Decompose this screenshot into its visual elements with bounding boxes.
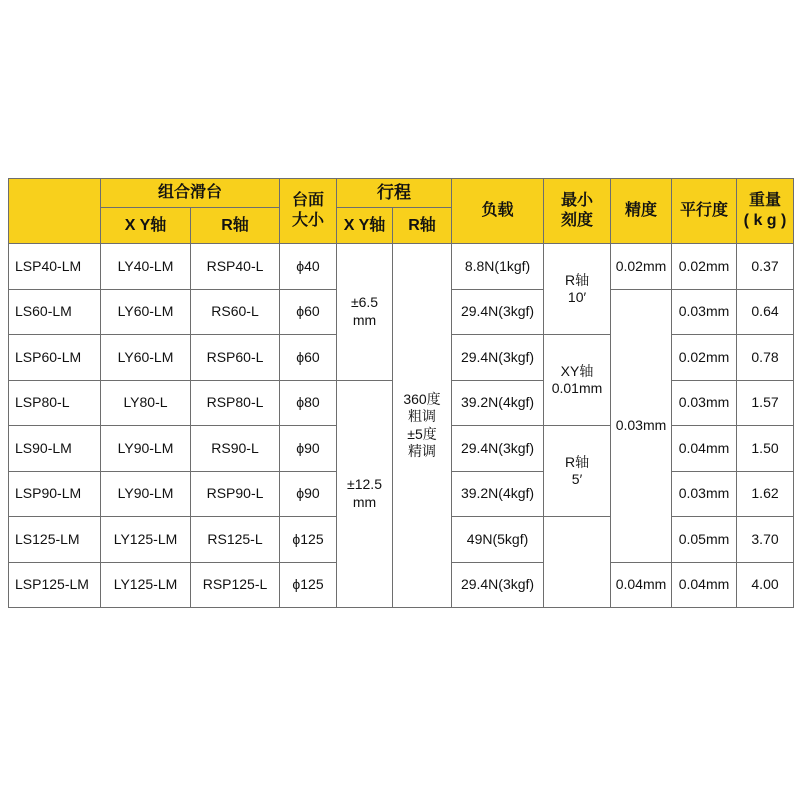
load-cell: 39.2N(4kgf) — [452, 380, 544, 426]
xy-axis-cell: LY60-LM — [101, 335, 191, 381]
load-cell: 29.4N(3kgf) — [452, 289, 544, 335]
xy-axis-cell: LY40-LM — [101, 244, 191, 290]
weight-cell: 1.50 — [737, 426, 794, 472]
xy-axis-cell: LY90-LM — [101, 471, 191, 517]
load-cell: 39.2N(4kgf) — [452, 471, 544, 517]
xy-axis-cell: LY125-LM — [101, 562, 191, 608]
r-axis-cell: RS60-L — [191, 289, 280, 335]
parallel-cell: 0.05mm — [672, 517, 737, 563]
r-axis-cell: RSP40-L — [191, 244, 280, 290]
weight-cell: 1.57 — [737, 380, 794, 426]
model-cell: LSP60-LM — [9, 335, 101, 381]
min-scale-xy-cell: XY轴 0.01mm — [544, 335, 611, 426]
header-table-size: 台面 大小 — [280, 179, 337, 244]
model-cell: LSP40-LM — [9, 244, 101, 290]
xy-axis-cell: LY90-LM — [101, 426, 191, 472]
load-cell: 8.8N(1kgf) — [452, 244, 544, 290]
xy-axis-cell: LY80-L — [101, 380, 191, 426]
header-min-scale: 最小 刻度 — [544, 179, 611, 244]
model-cell: LS60-LM — [9, 289, 101, 335]
size-cell: ϕ90 — [280, 471, 337, 517]
r-axis-cell: RSP125-L — [191, 562, 280, 608]
size-cell: ϕ125 — [280, 517, 337, 563]
header-stroke-xy: X Y轴 — [337, 208, 393, 244]
min-scale-r-bottom-cell: R轴 5′ — [544, 426, 611, 517]
parallel-cell: 0.03mm — [672, 471, 737, 517]
stroke-xy-large-cell: ±12.5 mm — [337, 380, 393, 608]
min-scale-r-top-cell: R轴 10′ — [544, 244, 611, 335]
parallel-cell: 0.04mm — [672, 426, 737, 472]
r-axis-cell: RS125-L — [191, 517, 280, 563]
header-r-axis: R轴 — [191, 208, 280, 244]
accuracy-cell: 0.04mm — [611, 562, 672, 608]
header-xy-axis: X Y轴 — [101, 208, 191, 244]
size-cell: ϕ80 — [280, 380, 337, 426]
r-axis-cell: RS90-L — [191, 426, 280, 472]
weight-cell: 3.70 — [737, 517, 794, 563]
load-cell: 29.4N(3kgf) — [452, 562, 544, 608]
model-cell: LSP125-LM — [9, 562, 101, 608]
header-accuracy: 精度 — [611, 179, 672, 244]
xy-axis-cell: LY60-LM — [101, 289, 191, 335]
table-row — [9, 244, 794, 290]
load-cell: 29.4N(3kgf) — [452, 335, 544, 381]
size-cell: ϕ40 — [280, 244, 337, 290]
size-cell: ϕ90 — [280, 426, 337, 472]
weight-cell: 0.78 — [737, 335, 794, 381]
accuracy-cell: 0.02mm — [611, 244, 672, 290]
xy-axis-cell: LY125-LM — [101, 517, 191, 563]
load-cell: 49N(5kgf) — [452, 517, 544, 563]
header-parallelism: 平行度 — [672, 179, 737, 244]
size-cell: ϕ60 — [280, 335, 337, 381]
weight-cell: 0.37 — [737, 244, 794, 290]
model-cell: LSP90-LM — [9, 471, 101, 517]
stroke-r-cell: 360度 粗调 ±5度 精调 — [393, 244, 452, 608]
r-axis-cell: RSP80-L — [191, 380, 280, 426]
size-cell: ϕ125 — [280, 562, 337, 608]
accuracy-middle-cell: 0.03mm — [611, 289, 672, 562]
min-scale-empty-cell — [544, 517, 611, 608]
load-cell: 29.4N(3kgf) — [452, 426, 544, 472]
header-weight: 重量 ( k g ) — [737, 179, 794, 244]
model-cell: LSP80-L — [9, 380, 101, 426]
model-cell: LS125-LM — [9, 517, 101, 563]
parallel-cell: 0.03mm — [672, 380, 737, 426]
weight-cell: 1.62 — [737, 471, 794, 517]
header-load: 负载 — [452, 179, 544, 244]
parallel-cell: 0.03mm — [672, 289, 737, 335]
weight-cell: 4.00 — [737, 562, 794, 608]
parallel-cell: 0.04mm — [672, 562, 737, 608]
size-cell: ϕ60 — [280, 289, 337, 335]
weight-cell: 0.64 — [737, 289, 794, 335]
header-blank-cell — [9, 179, 101, 244]
parallel-cell: 0.02mm — [672, 335, 737, 381]
stroke-xy-small-cell: ±6.5 mm — [337, 244, 393, 381]
r-axis-cell: RSP90-L — [191, 471, 280, 517]
header-stroke-r: R轴 — [393, 208, 452, 244]
header-combo-slide: 组合滑台 — [101, 179, 280, 208]
header-stroke: 行程 — [337, 179, 452, 208]
r-axis-cell: RSP60-L — [191, 335, 280, 381]
spec-table — [8, 178, 794, 608]
model-cell: LS90-LM — [9, 426, 101, 472]
parallel-cell: 0.02mm — [672, 244, 737, 290]
